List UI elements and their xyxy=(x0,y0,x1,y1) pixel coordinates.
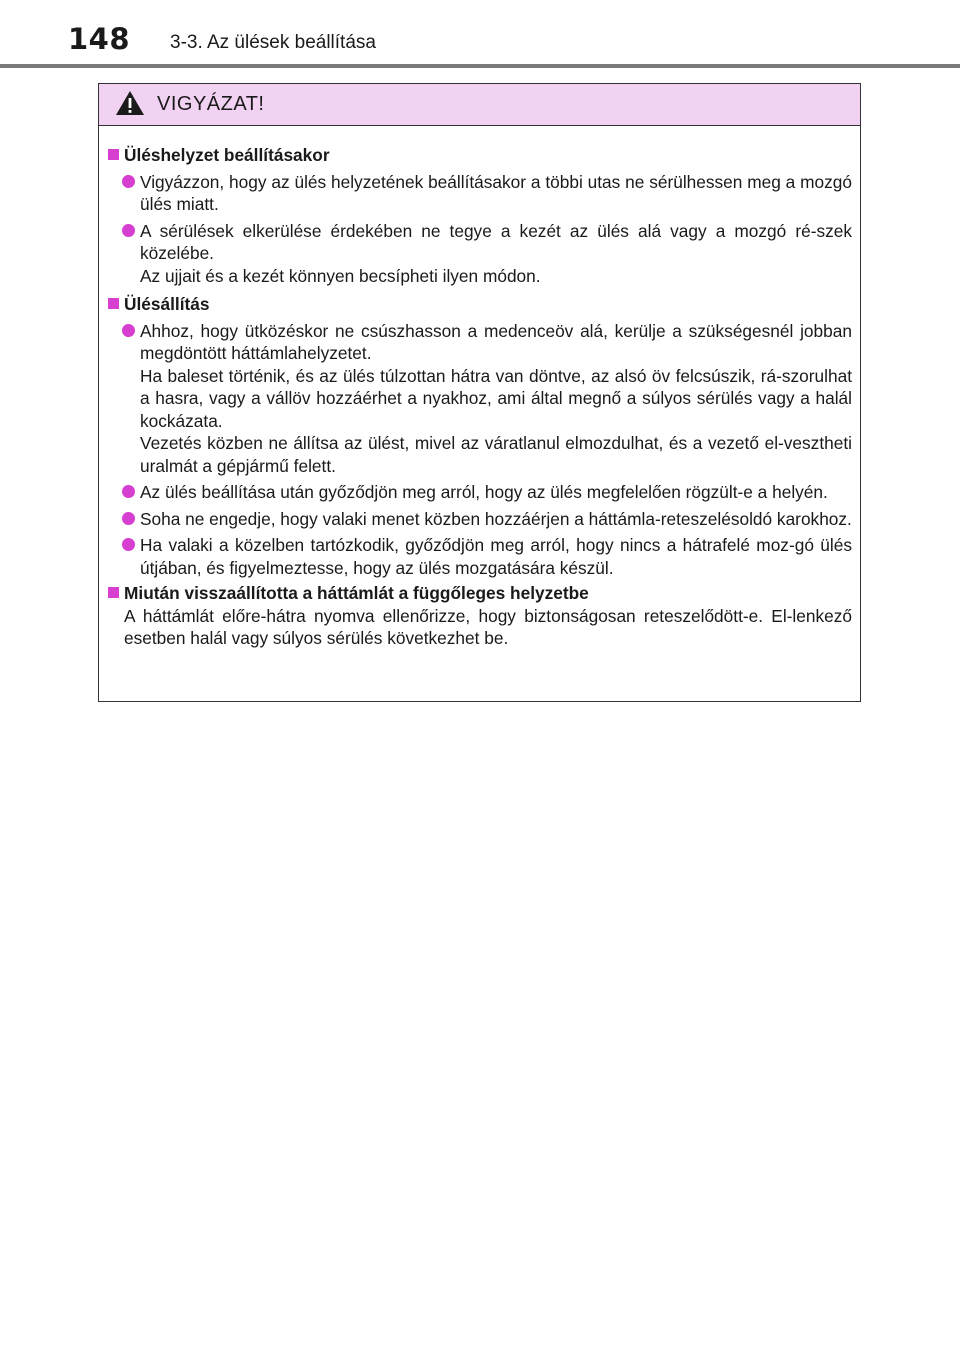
circle-bullet-icon xyxy=(122,175,135,188)
caution-header xyxy=(99,84,860,126)
paragraph: Vezetés közben ne állítsa az ülést, mivel az váratlanul elmozdulhat, és a vezető el-vesztheti uralmát a gépjármű felett. xyxy=(140,433,852,476)
circle-bullet-icon xyxy=(122,224,135,237)
page-number: 148 xyxy=(68,22,131,56)
caution-label: VIGYÁZAT! xyxy=(157,93,265,115)
circle-bullet-icon xyxy=(122,538,135,551)
square-bullet-icon xyxy=(108,149,119,160)
section-seat-adjustment xyxy=(107,293,852,579)
list-item xyxy=(107,320,852,478)
section-after-backrest xyxy=(107,582,852,650)
caution-body xyxy=(99,126,860,650)
caution-box xyxy=(98,83,861,702)
section-title: Ülésállítás xyxy=(124,294,210,314)
section-title: Üléshelyzet beállításakor xyxy=(124,145,330,165)
header-rule xyxy=(0,64,960,68)
section-title: 3-3. Az ülések beállítása xyxy=(170,32,376,53)
circle-bullet-icon xyxy=(122,324,135,337)
warning-triangle-icon xyxy=(115,90,145,116)
list-item xyxy=(107,508,852,531)
page-header xyxy=(0,0,960,68)
paragraph: Az ülés beállítása után győződjön meg arról, hogy az ülés megfelelően rögzült-e a helyén. xyxy=(140,482,828,502)
paragraph: Soha ne engedje, hogy valaki menet közben hozzáérjen a háttámla-reteszelésoldó karokhoz. xyxy=(140,508,852,529)
list-item xyxy=(107,220,852,288)
paragraph: Ahhoz, hogy ütközéskor ne csúszhasson a medenceöv alá, kerülje a szükségesnél jobban megdöntött háttámlahelyzetet. xyxy=(140,320,852,363)
square-bullet-icon xyxy=(108,587,119,598)
paragraph: Ha valaki a közelben tartózkodik, győződjön meg arról, hogy nincs a hátrafelé moz-gó ülés útjában, és figyelmeztesse, hogy az ülés mozgatására készül. xyxy=(140,535,852,578)
list-item xyxy=(107,171,852,216)
paragraph: Vigyázzon, hogy az ülés helyzetének beállításakor a többi utas ne sérülhessen meg a mozgó ülés miatt. xyxy=(140,171,852,214)
paragraph: Ha baleset történik, és az ülés túlzottan hátra van döntve, az alsó öv felcsúszik, rá-szorulhat a hasra, vagy a vállöv hozzáérhet a nyakhoz, ami által megnő a súlyos sérülés vagy a halál kockázata. xyxy=(140,365,852,431)
circle-bullet-icon xyxy=(122,485,135,498)
list-item xyxy=(107,481,852,504)
square-bullet-icon xyxy=(108,298,119,309)
list-item xyxy=(107,534,852,579)
paragraph: A háttámlát előre-hátra nyomva ellenőrizze, hogy biztonságosan reteszelődött-e. El-lenkező esetben halál vagy súlyos sérülés következhet be. xyxy=(124,605,852,648)
circle-bullet-icon xyxy=(122,512,135,525)
section-seat-position xyxy=(107,144,852,287)
paragraph: A sérülések elkerülése érdekében ne tegye a kezét az ülés alá vagy a mozgó ré-szek közelébe. xyxy=(140,220,852,263)
section-title: Miután visszaállította a háttámlát a függőleges helyzetbe xyxy=(124,583,589,603)
paragraph: Az ujjait és a kezét könnyen becsípheti ilyen módon. xyxy=(140,265,541,286)
